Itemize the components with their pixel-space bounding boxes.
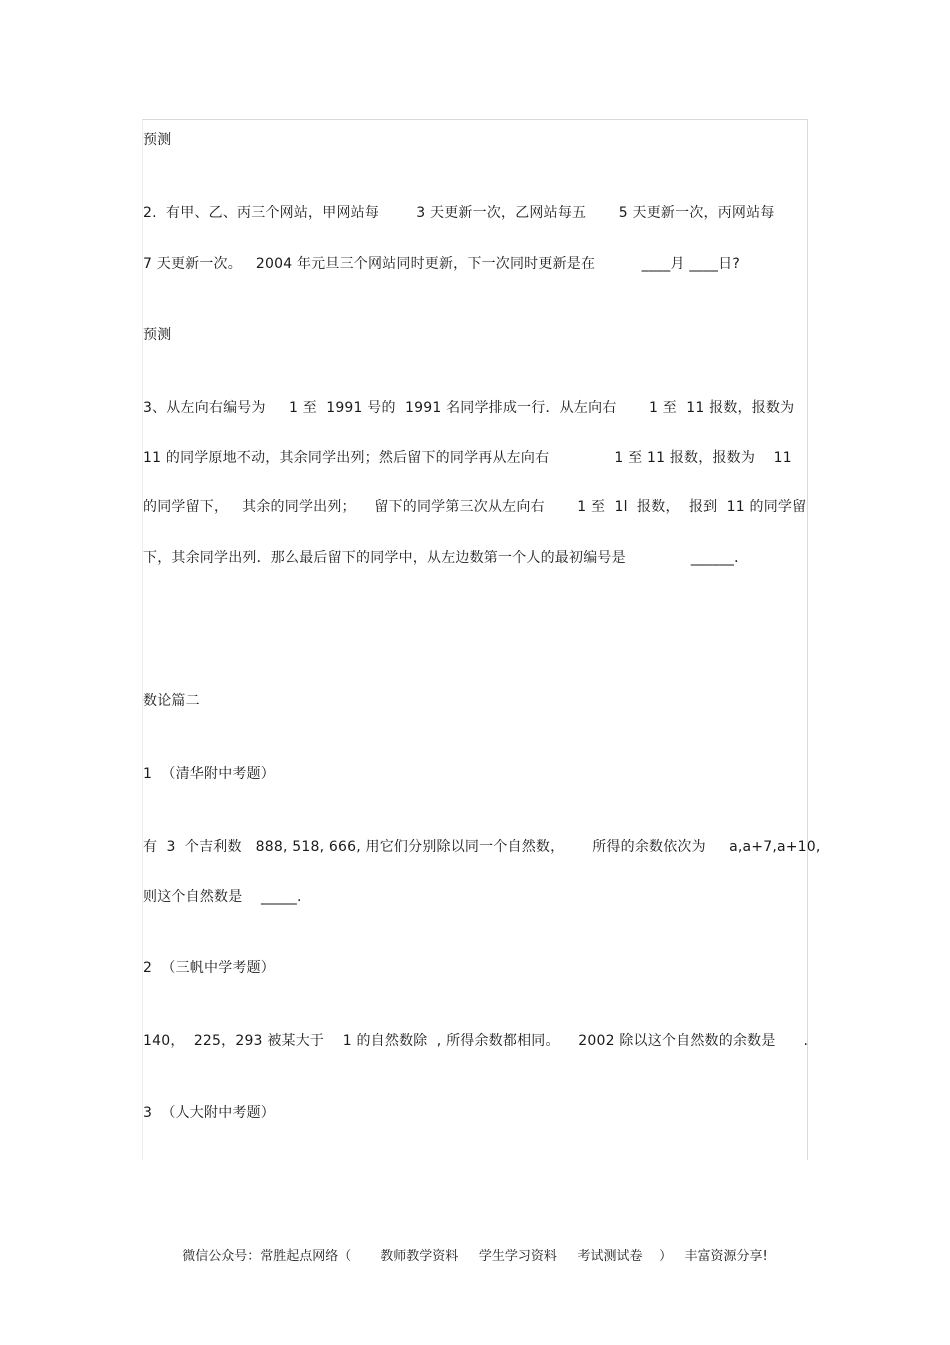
- section-title-number-theory-2: 数论篇二: [143, 693, 200, 709]
- problem-3-line-3: 的同学留下， 其余的同学出列； 留下的同学第三次从左向右 1 至 1l 报数， 报到 11 的同学留: [143, 499, 807, 515]
- heading-prediction-1: 预测: [143, 132, 172, 148]
- question-1-line-2: 则这个自然数是 _____.: [143, 889, 302, 905]
- problem-2-line-2: 7 天更新一次。 2004 年元旦三个网站同时更新，下一次同时更新是在 ____月 ____日?: [143, 256, 740, 272]
- footer-note: 微信公众号：常胜起点网络（ 教师教学资料 学生学习资料 考试测试卷 ） 丰富资源分享!: [182, 1249, 768, 1264]
- question-2-line-1: 140， 225，293 被某大于 1 的自然数除 , 所得余数都相同。 2002 除以这个自然数的余数是 .: [143, 1033, 809, 1049]
- problem-3-line-2: 11 的同学原地不动，其余同学出列；然后留下的同学再从左向右 1 至 11 报数，报数为 11: [143, 450, 792, 466]
- question-1-source: 1 （清华附中考题）: [143, 766, 276, 782]
- question-2-source: 2 （三帆中学考题）: [143, 960, 276, 976]
- question-1-line-1: 有 3 个吉利数 888, 518, 666, 用它们分别除以同一个自然数， 所得的余数依次为 a,a+7,a+10,: [143, 839, 821, 855]
- question-3-source: 3 （人大附中考题）: [143, 1105, 276, 1121]
- problem-3-line-4: 下，其余同学出列．那么最后留下的同学中，从左边数第一个人的最初编号是 ______．: [143, 550, 749, 566]
- problem-3-line-1: 3、从左向右编号为 1 至 1991 号的 1991 名同学排成一行．从左向右 1 至 11 报数，报数为: [143, 400, 795, 416]
- heading-prediction-2: 预测: [143, 327, 172, 343]
- problem-2-line-1: 2. 有甲、乙、丙三个网站，甲网站每 3 天更新一次，乙网站每五 5 天更新一次，丙网站每: [143, 205, 775, 221]
- page-border: [142, 119, 808, 1160]
